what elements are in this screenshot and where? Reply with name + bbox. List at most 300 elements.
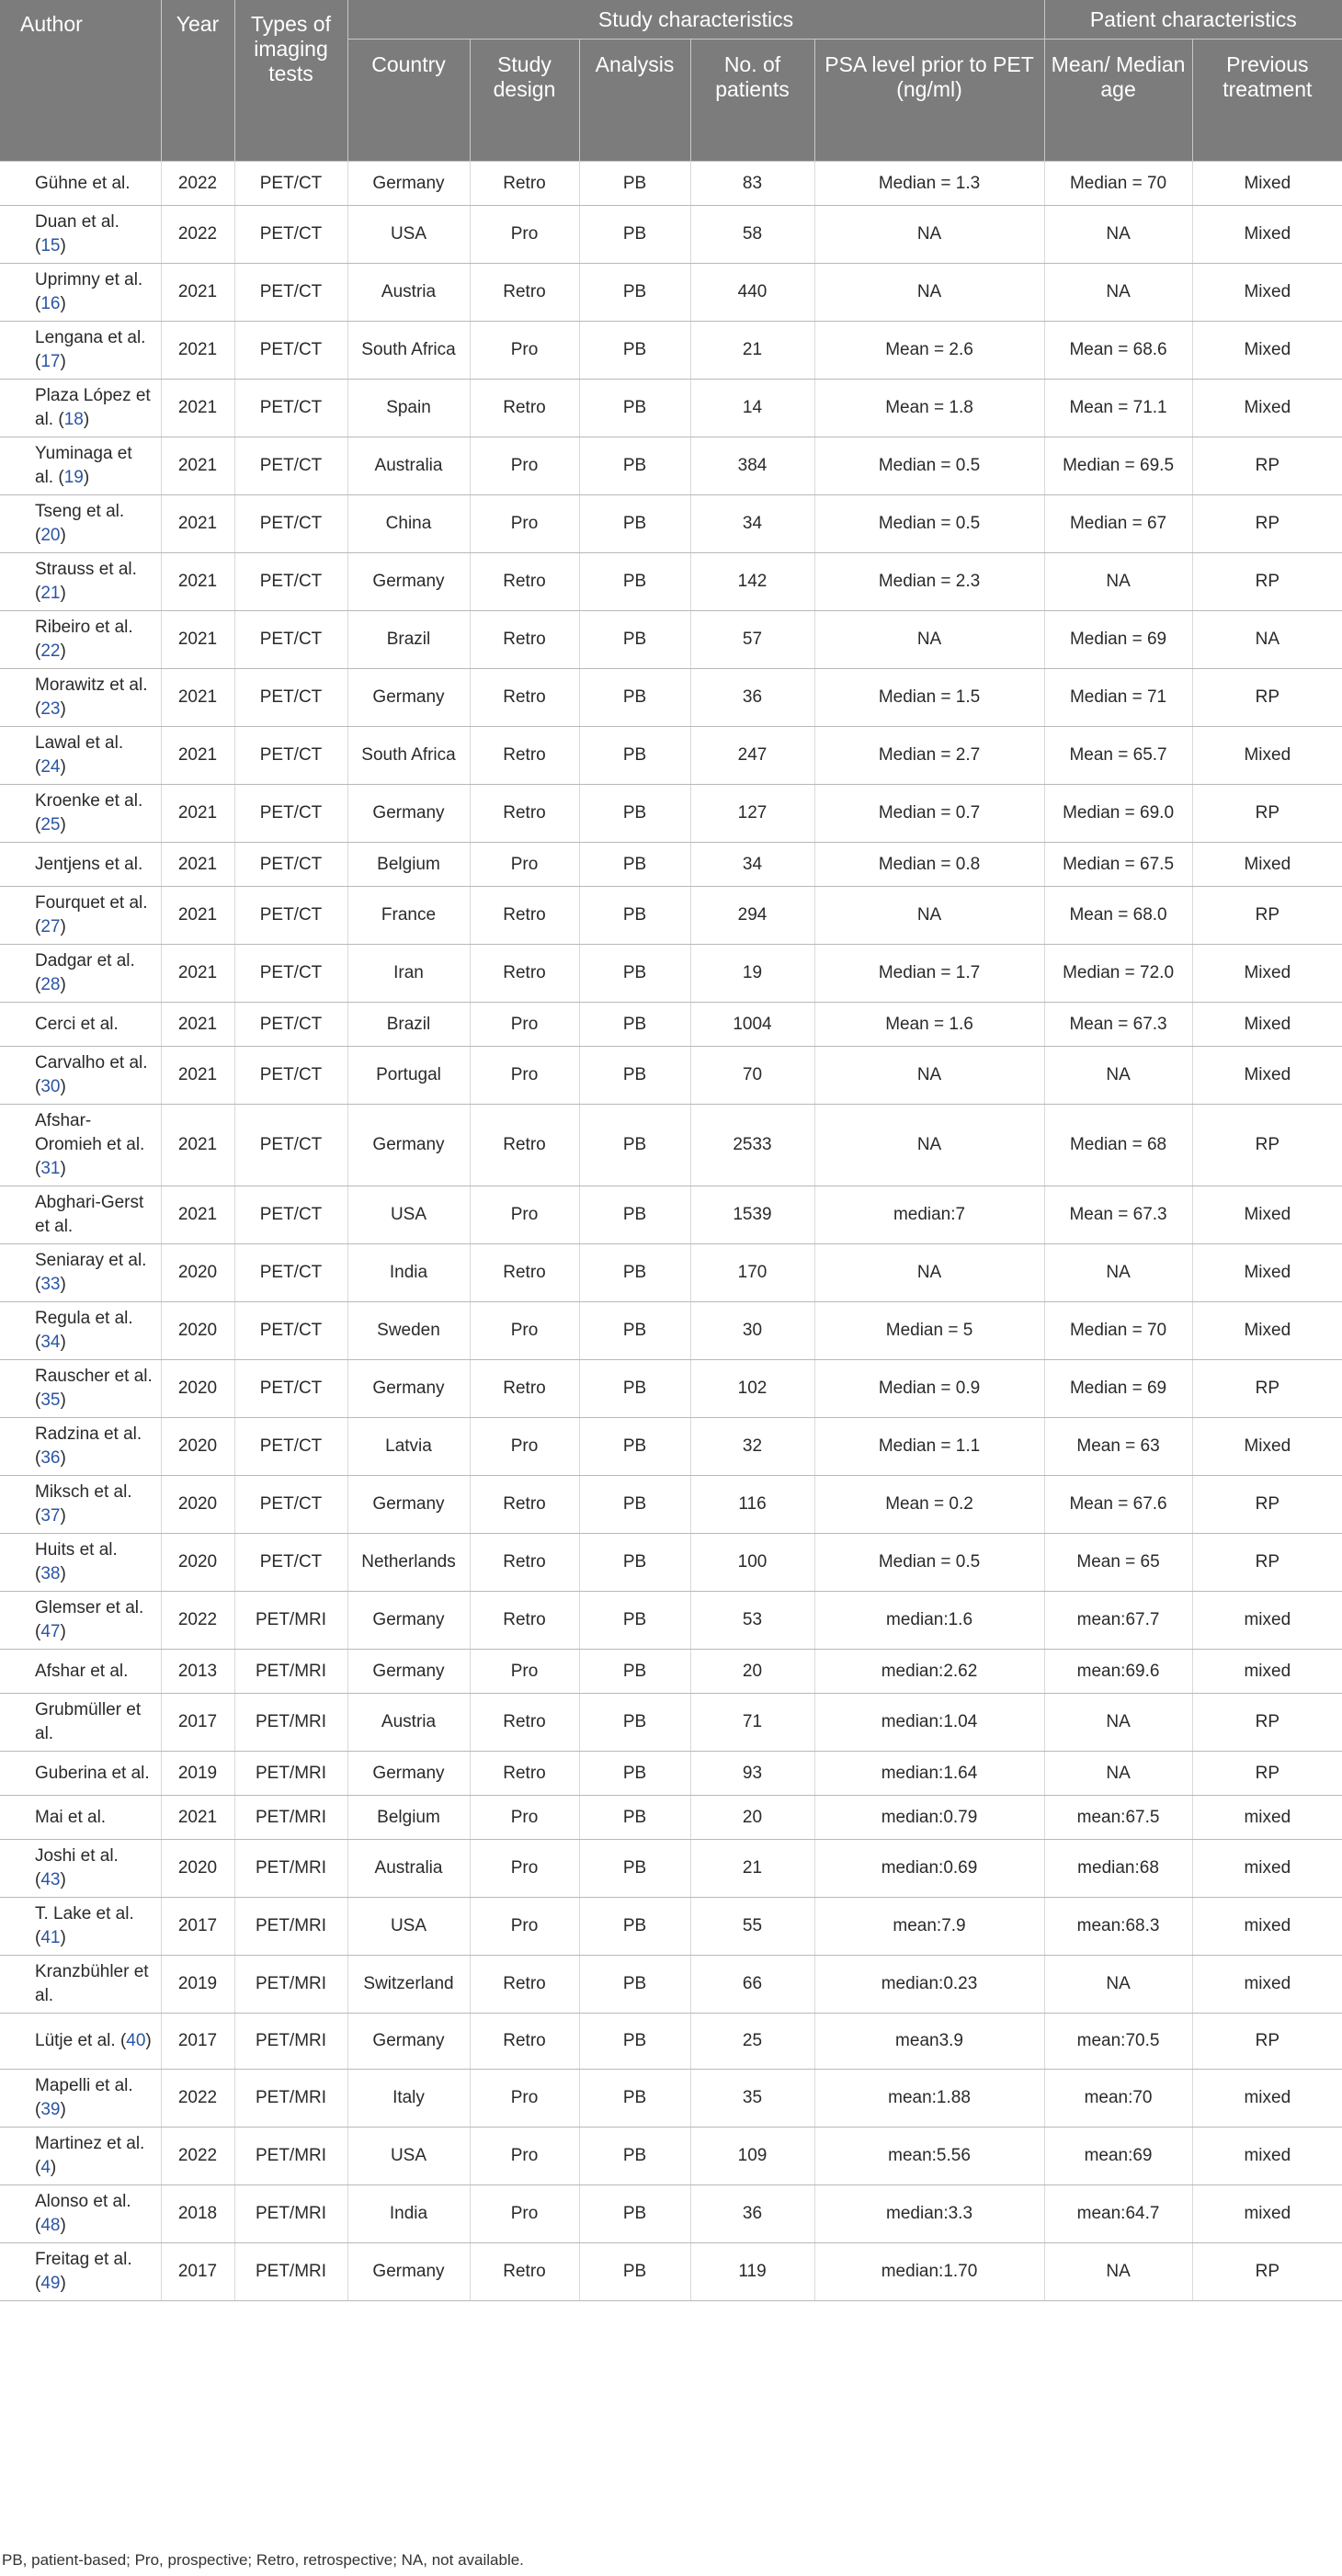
reference-link[interactable]: 40	[126, 2031, 146, 2050]
reference-link[interactable]: 33	[40, 1275, 61, 1294]
cell-treatment: Mixed	[1192, 1244, 1342, 1302]
cell-patients: 21	[690, 322, 814, 380]
cell-imaging: PET/MRI	[234, 2070, 347, 2128]
cell-analysis: PB	[579, 1752, 690, 1796]
table-row	[0, 2185, 1342, 2243]
author-name: Alonso et al.	[35, 2192, 131, 2211]
cell-year: 2017	[161, 2243, 234, 2301]
cell-patients: 109	[690, 2128, 814, 2185]
cell-year: 2018	[161, 2185, 234, 2243]
cell-year: 2021	[161, 669, 234, 727]
cell-analysis: PB	[579, 1694, 690, 1752]
author-name: Gühne et al.	[35, 173, 131, 193]
cell-analysis: PB	[579, 495, 690, 553]
table-row	[0, 1796, 1342, 1840]
author-name: Lengana et al.	[35, 328, 146, 347]
cell-design: Retro	[470, 2243, 579, 2301]
cell-design: Retro	[470, 264, 579, 322]
cell-design: Retro	[470, 1360, 579, 1418]
cell-imaging: PET/MRI	[234, 2243, 347, 2301]
header-analysis: Analysis	[579, 40, 690, 162]
author-name: Mai et al.	[35, 1807, 107, 1827]
reference-link[interactable]: 47	[40, 1622, 61, 1641]
cell-age: mean:70	[1044, 2070, 1192, 2128]
cell-year: 2021	[161, 322, 234, 380]
cell-psa: mean:5.56	[814, 2128, 1044, 2185]
cell-imaging: PET/CT	[234, 1476, 347, 1534]
cell-author: Mapelli et al. (39)	[0, 2070, 161, 2128]
cell-psa: Median = 0.5	[814, 495, 1044, 553]
cell-imaging: PET/MRI	[234, 1956, 347, 2014]
cell-age: Median = 71	[1044, 669, 1192, 727]
cell-age: Median = 67	[1044, 495, 1192, 553]
cell-design: Pro	[470, 1186, 579, 1244]
table-body	[0, 162, 1342, 2301]
cell-age: NA	[1044, 1694, 1192, 1752]
table-row	[0, 1650, 1342, 1694]
cell-treatment: Mixed	[1192, 162, 1342, 206]
cell-analysis: PB	[579, 437, 690, 495]
cell-design: Pro	[470, 1898, 579, 1956]
cell-author: Joshi et al. (43)	[0, 1840, 161, 1898]
cell-year: 2020	[161, 1840, 234, 1898]
reference-link[interactable]: 43	[40, 1870, 61, 1889]
cell-age: Median = 69.5	[1044, 437, 1192, 495]
table-row	[0, 785, 1342, 843]
reference-link[interactable]: 31	[40, 1159, 61, 1178]
cell-author: Regula et al. (34)	[0, 1302, 161, 1360]
cell-author: Martinez et al. (4)	[0, 2128, 161, 2185]
cell-analysis: PB	[579, 1302, 690, 1360]
cell-design: Pro	[470, 1840, 579, 1898]
cell-treatment: NA	[1192, 611, 1342, 669]
cell-imaging: PET/CT	[234, 1360, 347, 1418]
cell-design: Retro	[470, 1105, 579, 1186]
cell-year: 2021	[161, 380, 234, 437]
table-row	[0, 553, 1342, 611]
cell-country: China	[347, 495, 470, 553]
author-name: Jentjens et al.	[35, 854, 143, 874]
table-row	[0, 727, 1342, 785]
cell-psa: median:1.6	[814, 1592, 1044, 1650]
author-name: Seniaray et al.	[35, 1251, 147, 1270]
cell-country: USA	[347, 206, 470, 264]
cell-patients: 36	[690, 2185, 814, 2243]
author-name: Glemser et al.	[35, 1598, 144, 1617]
cell-imaging: PET/MRI	[234, 1796, 347, 1840]
cell-imaging: PET/MRI	[234, 1898, 347, 1956]
cell-imaging: PET/CT	[234, 945, 347, 1003]
cell-design: Retro	[470, 1956, 579, 2014]
cell-author	[0, 1186, 161, 1244]
cell-analysis: PB	[579, 2014, 690, 2070]
cell-year: 2021	[161, 785, 234, 843]
cell-year: 2021	[161, 611, 234, 669]
header-year: Year	[161, 0, 234, 162]
table-row	[0, 162, 1342, 206]
cell-age: NA	[1044, 1047, 1192, 1105]
cell-patients: 1539	[690, 1186, 814, 1244]
author-name: Kranzbühler et al.	[35, 1962, 149, 2005]
cell-country: Latvia	[347, 1418, 470, 1476]
cell-patients: 71	[690, 1694, 814, 1752]
cell-age: Mean = 67.6	[1044, 1476, 1192, 1534]
author-name: Huits et al.	[35, 1540, 118, 1560]
cell-country: India	[347, 2185, 470, 2243]
cell-country: South Africa	[347, 322, 470, 380]
cell-analysis: PB	[579, 553, 690, 611]
cell-imaging: PET/CT	[234, 322, 347, 380]
cell-author	[0, 843, 161, 887]
cell-imaging: PET/CT	[234, 1302, 347, 1360]
cell-year: 2020	[161, 1360, 234, 1418]
reference-link[interactable]: 48	[40, 2216, 61, 2235]
cell-country: Germany	[347, 669, 470, 727]
cell-analysis: PB	[579, 1186, 690, 1244]
cell-design: Pro	[470, 843, 579, 887]
cell-year: 2022	[161, 2128, 234, 2185]
reference-link[interactable]: 18	[63, 410, 84, 429]
cell-psa: NA	[814, 1047, 1044, 1105]
cell-age: Mean = 65	[1044, 1534, 1192, 1592]
cell-imaging: PET/CT	[234, 843, 347, 887]
header-age: Mean/ Median age	[1044, 40, 1192, 162]
cell-author: Fourquet et al. (27)	[0, 887, 161, 945]
author-name: Radzina et al.	[35, 1424, 142, 1444]
cell-year: 2021	[161, 843, 234, 887]
cell-patients: 34	[690, 495, 814, 553]
cell-year: 2019	[161, 1956, 234, 2014]
cell-age: Median = 70	[1044, 162, 1192, 206]
cell-psa: Median = 2.3	[814, 553, 1044, 611]
cell-imaging: PET/MRI	[234, 2185, 347, 2243]
author-name: Rauscher et al.	[35, 1367, 153, 1386]
cell-psa: Median = 0.9	[814, 1360, 1044, 1418]
cell-age: Mean = 68.0	[1044, 887, 1192, 945]
cell-patients: 55	[690, 1898, 814, 1956]
header-study-characteristics: Study characteristics	[347, 0, 1044, 40]
cell-analysis: PB	[579, 1534, 690, 1592]
cell-analysis: PB	[579, 206, 690, 264]
cell-author: Kroenke et al. (25)	[0, 785, 161, 843]
table-row	[0, 1418, 1342, 1476]
cell-imaging: PET/CT	[234, 887, 347, 945]
table-row	[0, 1186, 1342, 1244]
cell-age: Median = 70	[1044, 1302, 1192, 1360]
cell-analysis: PB	[579, 1956, 690, 2014]
reference-link[interactable]: 20	[40, 526, 61, 545]
cell-imaging: PET/CT	[234, 553, 347, 611]
cell-design: Retro	[470, 1476, 579, 1534]
cell-treatment: mixed	[1192, 1956, 1342, 2014]
cell-age: Median = 69	[1044, 611, 1192, 669]
cell-patients: 25	[690, 2014, 814, 2070]
cell-treatment: mixed	[1192, 1840, 1342, 1898]
cell-age: Median = 68	[1044, 1105, 1192, 1186]
cell-age: Mean = 71.1	[1044, 380, 1192, 437]
cell-country: Austria	[347, 1694, 470, 1752]
cell-psa: mean:7.9	[814, 1898, 1044, 1956]
cell-country: Sweden	[347, 1302, 470, 1360]
cell-author	[0, 1956, 161, 2014]
cell-analysis: PB	[579, 727, 690, 785]
cell-author: Duan et al. (15)	[0, 206, 161, 264]
cell-country: Belgium	[347, 1796, 470, 1840]
cell-country: India	[347, 1244, 470, 1302]
cell-imaging: PET/MRI	[234, 2014, 347, 2070]
cell-year: 2021	[161, 437, 234, 495]
cell-design: Retro	[470, 1244, 579, 1302]
cell-treatment: Mixed	[1192, 1003, 1342, 1047]
reference-link[interactable]: 49	[40, 2274, 61, 2293]
reference-link[interactable]: 22	[40, 641, 61, 661]
cell-year: 2022	[161, 1592, 234, 1650]
table-row	[0, 887, 1342, 945]
reference-link[interactable]: 27	[40, 917, 61, 936]
cell-psa: Mean = 2.6	[814, 322, 1044, 380]
cell-author: Tseng et al. (20)	[0, 495, 161, 553]
cell-design: Retro	[470, 1694, 579, 1752]
header-patient-characteristics: Patient characteristics	[1044, 0, 1342, 40]
cell-patients: 70	[690, 1047, 814, 1105]
table-row	[0, 495, 1342, 553]
reference-link[interactable]: 17	[40, 352, 61, 371]
cell-psa: Median = 1.7	[814, 945, 1044, 1003]
cell-year: 2021	[161, 887, 234, 945]
cell-design: Retro	[470, 2014, 579, 2070]
author-name: Regula et al.	[35, 1309, 133, 1328]
cell-psa: Median = 1.3	[814, 162, 1044, 206]
cell-country: Germany	[347, 553, 470, 611]
cell-analysis: PB	[579, 162, 690, 206]
reference-link[interactable]: 21	[40, 584, 61, 603]
cell-imaging: PET/CT	[234, 611, 347, 669]
cell-analysis: PB	[579, 669, 690, 727]
cell-treatment: Mixed	[1192, 727, 1342, 785]
reference-link[interactable]: 23	[40, 699, 61, 719]
cell-patients: 142	[690, 553, 814, 611]
cell-design: Retro	[470, 1534, 579, 1592]
cell-design: Retro	[470, 162, 579, 206]
cell-psa: median:1.04	[814, 1694, 1044, 1752]
cell-analysis: PB	[579, 887, 690, 945]
reference-link[interactable]: 28	[40, 975, 61, 994]
reference-link[interactable]: 37	[40, 1506, 61, 1526]
cell-analysis: PB	[579, 1796, 690, 1840]
cell-psa: Median = 0.5	[814, 1534, 1044, 1592]
cell-treatment: Mixed	[1192, 1418, 1342, 1476]
cell-country: Germany	[347, 1752, 470, 1796]
author-name: Dadgar et al.	[35, 951, 135, 970]
cell-imaging: PET/CT	[234, 437, 347, 495]
table-row	[0, 1840, 1342, 1898]
cell-treatment: RP	[1192, 1360, 1342, 1418]
reference-link[interactable]: 25	[40, 815, 61, 834]
reference-link[interactable]: 34	[40, 1333, 61, 1352]
cell-country: USA	[347, 2128, 470, 2185]
cell-design: Pro	[470, 2185, 579, 2243]
cell-year: 2020	[161, 1476, 234, 1534]
cell-treatment: RP	[1192, 2243, 1342, 2301]
cell-age: mean:70.5	[1044, 2014, 1192, 2070]
cell-analysis: PB	[579, 785, 690, 843]
table-row	[0, 264, 1342, 322]
cell-psa: Median = 5	[814, 1302, 1044, 1360]
cell-age: NA	[1044, 2243, 1192, 2301]
cell-imaging: PET/CT	[234, 1534, 347, 1592]
cell-author	[0, 1694, 161, 1752]
cell-year: 2021	[161, 1796, 234, 1840]
cell-country: Portugal	[347, 1047, 470, 1105]
cell-imaging: PET/MRI	[234, 1752, 347, 1796]
cell-age: Median = 69.0	[1044, 785, 1192, 843]
cell-analysis: PB	[579, 843, 690, 887]
author-name: Abghari-Gerst et al.	[35, 1193, 144, 1236]
cell-psa: NA	[814, 264, 1044, 322]
cell-patients: 35	[690, 2070, 814, 2128]
reference-link[interactable]: 24	[40, 757, 61, 777]
author-name: Morawitz et al.	[35, 675, 148, 695]
reference-link[interactable]: 4	[40, 2158, 51, 2177]
reference-link[interactable]: 16	[40, 294, 61, 313]
cell-country: USA	[347, 1898, 470, 1956]
cell-design: Pro	[470, 1796, 579, 1840]
author-name: Cerci et al.	[35, 1014, 119, 1034]
cell-country: Germany	[347, 785, 470, 843]
cell-analysis: PB	[579, 1476, 690, 1534]
reference-link[interactable]: 36	[40, 1448, 61, 1468]
cell-author: Lawal et al. (24)	[0, 727, 161, 785]
reference-link[interactable]: 15	[40, 236, 61, 255]
cell-author	[0, 1752, 161, 1796]
cell-patients: 100	[690, 1534, 814, 1592]
cell-design: Retro	[470, 380, 579, 437]
cell-imaging: PET/CT	[234, 162, 347, 206]
cell-patients: 21	[690, 1840, 814, 1898]
table-row	[0, 380, 1342, 437]
cell-age: mean:69.6	[1044, 1650, 1192, 1694]
cell-treatment: Mixed	[1192, 1186, 1342, 1244]
cell-country: USA	[347, 1186, 470, 1244]
author-name: Mapelli et al.	[35, 2076, 133, 2095]
reference-link[interactable]: 35	[40, 1390, 61, 1410]
cell-age: Mean = 68.6	[1044, 322, 1192, 380]
cell-country: Germany	[347, 1360, 470, 1418]
cell-patients: 294	[690, 887, 814, 945]
cell-design: Pro	[470, 437, 579, 495]
cell-imaging: PET/CT	[234, 727, 347, 785]
cell-psa: Mean = 1.6	[814, 1003, 1044, 1047]
cell-imaging: PET/MRI	[234, 2128, 347, 2185]
cell-treatment: mixed	[1192, 2128, 1342, 2185]
cell-treatment: mixed	[1192, 1796, 1342, 1840]
cell-year: 2020	[161, 1302, 234, 1360]
author-name: Yuminaga et al.	[35, 444, 132, 487]
cell-analysis: PB	[579, 1047, 690, 1105]
cell-author: Freitag et al. (49)	[0, 2243, 161, 2301]
cell-design: Pro	[470, 322, 579, 380]
cell-imaging: PET/MRI	[234, 1650, 347, 1694]
reference-link[interactable]: 39	[40, 2100, 61, 2119]
cell-psa: Mean = 0.2	[814, 1476, 1044, 1534]
cell-patients: 57	[690, 611, 814, 669]
cell-analysis: PB	[579, 264, 690, 322]
reference-link[interactable]: 41	[40, 1928, 61, 1947]
cell-analysis: PB	[579, 322, 690, 380]
author-name: Fourquet et al.	[35, 893, 148, 913]
cell-analysis: PB	[579, 2070, 690, 2128]
cell-author: Glemser et al. (47)	[0, 1592, 161, 1650]
cell-patients: 116	[690, 1476, 814, 1534]
cell-author: Uprimny et al. (16)	[0, 264, 161, 322]
cell-age: Median = 67.5	[1044, 843, 1192, 887]
reference-link[interactable]: 19	[63, 468, 84, 487]
cell-psa: NA	[814, 611, 1044, 669]
cell-psa: Median = 0.5	[814, 437, 1044, 495]
cell-age: Mean = 65.7	[1044, 727, 1192, 785]
cell-author: T. Lake et al. (41)	[0, 1898, 161, 1956]
table-row	[0, 1898, 1342, 1956]
reference-link[interactable]: 30	[40, 1077, 61, 1096]
cell-treatment: RP	[1192, 887, 1342, 945]
cell-psa: median:2.62	[814, 1650, 1044, 1694]
cell-imaging: PET/CT	[234, 1047, 347, 1105]
table-row	[0, 2243, 1342, 2301]
cell-age: Mean = 67.3	[1044, 1186, 1192, 1244]
cell-analysis: PB	[579, 945, 690, 1003]
cell-analysis: PB	[579, 1840, 690, 1898]
cell-psa: NA	[814, 1244, 1044, 1302]
reference-link[interactable]: 38	[40, 1564, 61, 1583]
cell-country: Germany	[347, 1476, 470, 1534]
cell-author	[0, 162, 161, 206]
cell-psa: Median = 0.7	[814, 785, 1044, 843]
cell-treatment: Mixed	[1192, 206, 1342, 264]
cell-patients: 20	[690, 1650, 814, 1694]
cell-country: Germany	[347, 1105, 470, 1186]
cell-year: 2017	[161, 1898, 234, 1956]
table-row	[0, 206, 1342, 264]
cell-patients: 119	[690, 2243, 814, 2301]
author-name: Kroenke et al.	[35, 791, 143, 811]
cell-patients: 247	[690, 727, 814, 785]
cell-imaging: PET/CT	[234, 1003, 347, 1047]
cell-author	[0, 1650, 161, 1694]
cell-year: 2021	[161, 1186, 234, 1244]
cell-patients: 20	[690, 1796, 814, 1840]
cell-psa: median:0.23	[814, 1956, 1044, 2014]
cell-psa: NA	[814, 206, 1044, 264]
cell-treatment: RP	[1192, 495, 1342, 553]
author-name: Lawal et al.	[35, 733, 124, 753]
cell-author: Alonso et al. (48)	[0, 2185, 161, 2243]
cell-patients: 127	[690, 785, 814, 843]
cell-country: Switzerland	[347, 1956, 470, 2014]
cell-author: Carvalho et al. (30)	[0, 1047, 161, 1105]
cell-analysis: PB	[579, 2243, 690, 2301]
cell-design: Retro	[470, 887, 579, 945]
cell-treatment: Mixed	[1192, 945, 1342, 1003]
cell-treatment: Mixed	[1192, 264, 1342, 322]
cell-treatment: RP	[1192, 553, 1342, 611]
table-row	[0, 1534, 1342, 1592]
cell-country: Australia	[347, 437, 470, 495]
cell-country: South Africa	[347, 727, 470, 785]
cell-author: Miksch et al. (37)	[0, 1476, 161, 1534]
author-name: Martinez et al.	[35, 2134, 145, 2153]
cell-author: Radzina et al. (36)	[0, 1418, 161, 1476]
cell-country: Spain	[347, 380, 470, 437]
